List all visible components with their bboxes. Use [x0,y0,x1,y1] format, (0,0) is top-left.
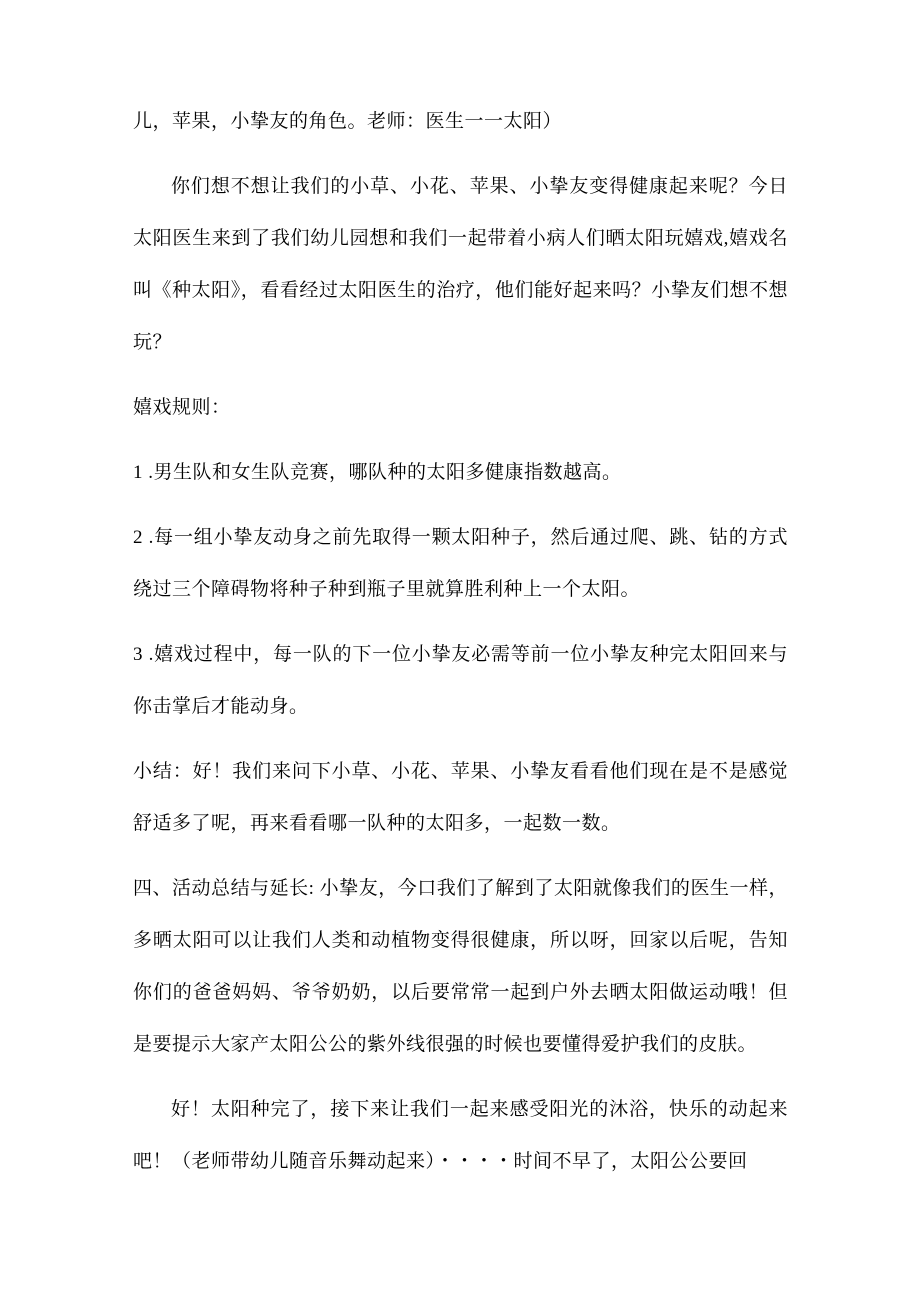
rule-item-2: 2 .每一组小挚友动身之前先取得一颗太阳种子，然后通过爬、跳、钻的方式绕过三个障碍物将种子种到瓶子里就算胜利种上一个太阳。 [133,527,788,600]
intro-paragraph: 你们想不想让我们的小草、小花、苹果、小挚友变得健康起来呢？今日太阳医生来到了我们幼儿园想和我们一起带着小病人们晒太阳玩嬉戏,嬉戏名叫《种太阳》，看看经过太阳医生的治疗，他们能好起来吗？小挚友们想不想玩？ [133,176,788,353]
conclusion-paragraph: 四、活动总结与延长: 小挚友，今口我们了解到了太阳就像我们的医生一样，多晒太阳可以让我们人类和动植物变得很健康，所以呀，回家以后呢，告知你们的爸爸妈妈、爷爷奶奶，以后要常常一起到户外去晒太阳做运动哦！但是要提示大家产太阳公公的紫外线很强的时候也要懂得爱护我们的皮肤。 [133,878,788,1055]
closing-paragraph: 好！太阳种完了，接下来让我们一起来感受阳光的沐浴，快乐的动起来吧！（老师带幼儿随音乐舞动起来）・・・・时间不早了，太阳公公要回 [133,1099,788,1172]
summary-paragraph: 小结：好！我们来问下小草、小花、苹果、小挚友看看他们现在是不是感觉舒适多了呢，再来看看哪一队种的太阳多，一起数一数。 [133,761,788,834]
rule-item-3: 3 .嬉戏过程中，每一队的下一位小挚友必需等前一位小挚友种完太阳回来与你击掌后才能动身。 [133,644,788,717]
rule-item-1: 1 .男生队和女生队竞赛，哪队种的太阳多健康指数越高。 [133,462,622,483]
continuation-line: 儿，苹果，小挚友的角色。老师：医生一一太阳） [133,111,563,132]
game-rules-heading: 嬉戏规则： [133,397,231,418]
